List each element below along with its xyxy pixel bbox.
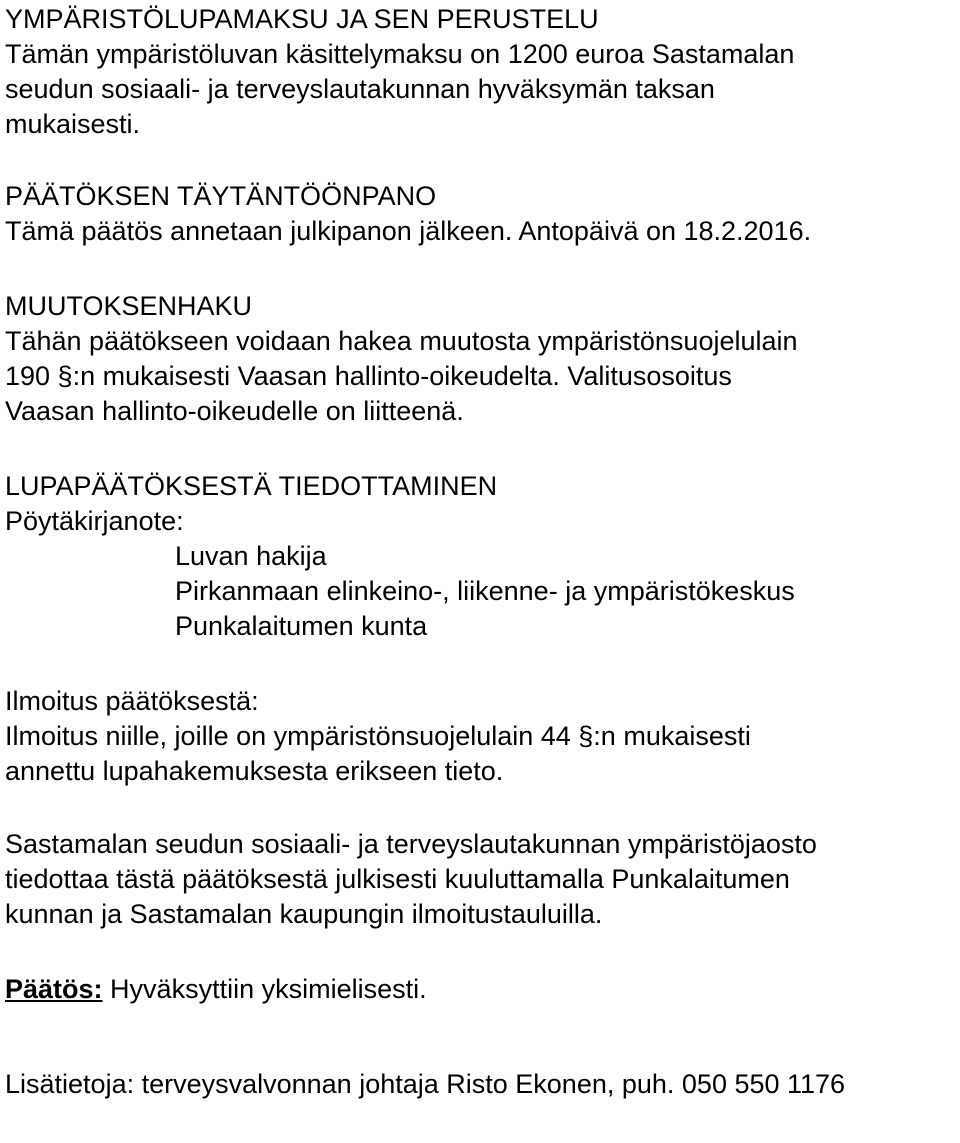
decision-line <box>5 972 955 1007</box>
minutes-label: Pöytäkirjanote: <box>5 506 184 536</box>
fee-heading: YMPÄRISTÖLUPAMAKSU JA SEN PERUSTELU <box>5 4 599 34</box>
minutes-recipient: Pirkanmaan elinkeino-, liikenne- ja ympäristökeskus <box>175 576 795 606</box>
notification-heading: LUPAPÄÄTÖKSESTÄ TIEDOTTAMINEN <box>5 471 498 501</box>
appeal-heading: MUUTOKSENHAKU <box>5 291 253 321</box>
notice-label: Ilmoitus päätöksestä: <box>5 686 259 716</box>
appeal-section <box>5 289 955 429</box>
notification-section <box>5 469 955 932</box>
appeal-line: Tähän päätökseen voidaan hakea muutosta ympäristönsuojelulain <box>5 326 798 356</box>
fee-line: mukaisesti. <box>5 109 141 139</box>
appeal-line: 190 §:n mukaisesti Vaasan hallinto-oikeudelta. Valitusosoitus <box>5 361 732 391</box>
contact-line: Lisätietoja: terveysvalvonnan johtaja Risto Ekonen, puh. 050 550 1176 <box>5 1069 846 1099</box>
notice-line: Ilmoitus niille, joille on ympäristönsuojelulain 44 §:n mukaisesti <box>5 721 751 751</box>
minutes-recipient: Luvan hakija <box>175 541 327 571</box>
enforcement-section <box>5 179 955 249</box>
appeal-line: Vaasan hallinto-oikeudelle on liitteenä. <box>5 396 464 426</box>
fee-line: seudun sosiaali- ja terveyslautakunnan hyväksymän taksan <box>5 74 715 104</box>
minutes-recipient: Punkalaitumen kunta <box>175 611 428 641</box>
fee-line: Tämän ympäristöluvan käsittelymaksu on 1200 euroa Sastamalan <box>5 39 795 69</box>
fee-section <box>5 2 955 142</box>
enforcement-line: Tämä päätös annetaan julkipanon jälkeen. Antopäivä on 18.2.2016. <box>5 216 812 246</box>
public-notice-line: kunnan ja Sastamalan kaupungin ilmoitustauluilla. <box>5 899 603 929</box>
public-notice-line: tiedottaa tästä päätöksestä julkisesti kuuluttamalla Punkalaitumen <box>5 864 790 894</box>
document-page <box>5 2 955 1102</box>
decision-text: Hyväksyttiin yksimielisesti. <box>102 974 427 1004</box>
public-notice-line: Sastamalan seudun sosiaali- ja terveyslautakunnan ympäristöjaosto <box>5 829 817 859</box>
notice-line: annettu lupahakemuksesta erikseen tieto. <box>5 756 504 786</box>
enforcement-heading: PÄÄTÖKSEN TÄYTÄNTÖÖNPANO <box>5 181 437 211</box>
decision-label: Päätös: <box>5 974 103 1004</box>
